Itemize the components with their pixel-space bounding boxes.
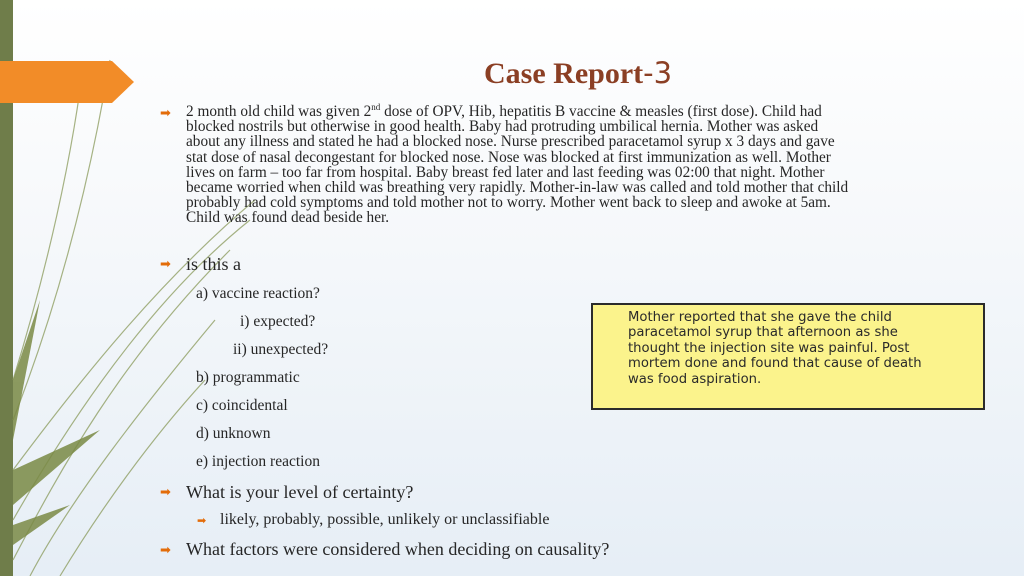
paragraph-line: probably had cold symptoms and told mother not to worry. Mother went back to sleep and awoke at 5am. <box>186 194 831 212</box>
paragraph-line: Child was found dead beside her. <box>186 209 390 227</box>
note-line: was food aspiration. <box>628 371 762 387</box>
title-accent-arrow <box>0 61 134 103</box>
paragraph-line: lives on farm – too far from hospital. Baby breast fed later and last feeding was 02:00 that night. Mother <box>186 163 825 181</box>
paragraph-line: stat dose of nasal decongestant for blocked nose. Nose was blocked at first immunization as well. Mother <box>186 148 831 166</box>
paragraph-text: 2 month old child was given 2 <box>186 103 372 120</box>
arrow-bullet-icon: ➡ <box>160 257 171 272</box>
case-description <box>186 101 986 227</box>
arrow-bullet-icon: ➡ <box>160 106 171 121</box>
question-is-this-a: is this a <box>186 254 242 274</box>
option-vaccine-reaction: a) vaccine reaction? <box>196 285 320 302</box>
note-line: paracetamol syrup that afternoon as she <box>628 325 898 341</box>
arrow-bullet-icon: ➡ <box>160 485 171 500</box>
option-unexpected: ii) unexpected? <box>233 341 329 358</box>
question-certainty: What is your level of certainty? <box>186 482 414 502</box>
note-line: thought the injection site was painful. Post <box>628 340 910 356</box>
option-programmatic: b) programmatic <box>196 369 300 386</box>
arrow-bullet-icon: ➡ <box>197 514 207 527</box>
paragraph-text: dose of OPV, Hib, hepatitis B vaccine & measles (first dose). Child had <box>380 103 822 120</box>
paragraph-line: about any illness and stated he had a blocked nose. Nurse prescribed paracetamol syrup x 3 days and gave <box>186 133 835 151</box>
title-number: -3 <box>643 56 673 90</box>
slide-title <box>484 56 672 91</box>
option-expected: i) expected? <box>240 313 316 330</box>
option-injection-reaction: e) injection reaction <box>196 453 320 470</box>
arrow-bullet-icon: ➡ <box>160 543 171 558</box>
certainty-levels: likely, probably, possible, unlikely or unclassifiable <box>220 511 550 528</box>
option-unknown: d) unknown <box>196 425 271 442</box>
title-main: Case Report <box>484 57 644 90</box>
paragraph-line: blocked nostrils but otherwise in good health. Baby had protruding umbilical hernia. Mother was asked <box>186 118 819 136</box>
paragraph-line <box>186 101 986 120</box>
superscript: nd <box>371 101 381 112</box>
note-line: Mother reported that she gave the child <box>628 310 892 325</box>
accent-arrow-shape <box>0 61 134 103</box>
question-causality: What factors were considered when deciding on causality? <box>186 539 610 559</box>
option-coincidental: c) coincidental <box>196 397 288 414</box>
note-callout-box <box>591 303 985 410</box>
note-line: mortem done and found that cause of death <box>628 356 922 372</box>
paragraph-line: became worried when child was breathing very rapidly. Mother-in-law was called and told mother that child <box>186 179 849 197</box>
